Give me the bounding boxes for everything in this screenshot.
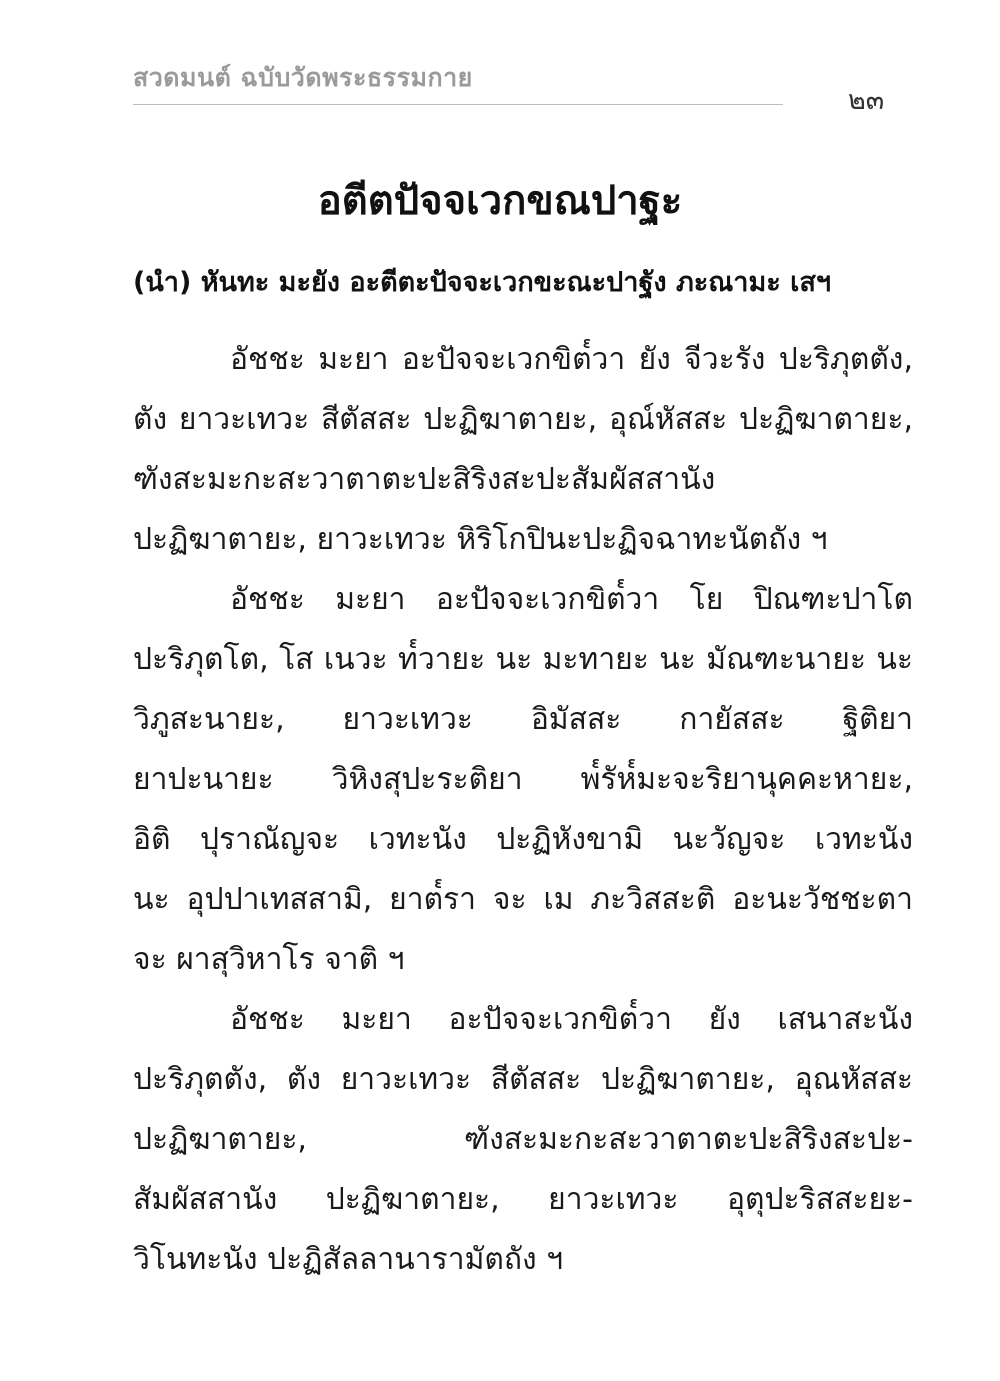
chant-body — [133, 330, 913, 1290]
chant-line: นะ อุปปาเทสสามิ, ยาต๎รา จะ เม ภะวิสสะติ อะนะวัชชะตา — [133, 882, 913, 917]
chant-title: อตีตปัจจเวกขณปาฐะ — [317, 178, 683, 224]
chant-line: อัชชะ มะยา อะปัจจะเวกขิต๎วา โย ปิณฑะปาโต — [230, 582, 913, 617]
running-header-title: สวดมนต์ ฉบับวัดพระธรรมกาย — [133, 63, 473, 92]
chant-line: ปะริภุตโต, โส เนวะ ท๎วายะ นะ มะทายะ นะ มัณฑะนายะ นะ — [133, 642, 913, 677]
chant-line: อัชชะ มะยา อะปัจจะเวกขิต๎วา ยัง จีวะรัง ปะริภุตตัง, — [230, 342, 913, 377]
chant-line: ตัง ยาวะเทวะ สีตัสสะ ปะฏิฆาตายะ, อุณ์หัสสะ ปะฏิฆาตายะ, — [133, 402, 913, 437]
chant-line: อิติ ปุราณัญจะ เวทะนัง ปะฏิหังขามิ นะวัญจะ เวทะนัง — [133, 822, 913, 857]
header-divider — [133, 104, 783, 105]
chant-line: ฑังสะมะกะสะวาตาตะปะสิริงสะปะสัมผัสสานัง — [133, 462, 716, 497]
chant-line: จะ ผาสุวิหาโร จาติ ฯ — [133, 942, 405, 977]
chant-line: ปะริภุตตัง, ตัง ยาวะเทวะ สีตัสสะ ปะฏิฆาตายะ, อุณหัสสะ — [133, 1062, 913, 1097]
chant-line: ปะฏิฆาตายะ, ยาวะเทวะ หิริโกปินะปะฏิจฉาทะนัตถัง ฯ — [133, 522, 828, 557]
page-number: ๒๓ — [848, 85, 885, 116]
chant-line: ยาปะนายะ วิหิงสุปะระติยา พ๎รัห๎มะจะริยานุคคะหายะ, — [133, 762, 913, 797]
chant-intro: (นำ) หันทะ มะยัง อะตีตะปัจจะเวกขะณะปาฐัง ภะณามะ เสฯ — [133, 267, 832, 298]
chant-line: อัชชะ มะยา อะปัจจะเวกขิต๎วา ยัง เสนาสะนัง — [230, 1002, 913, 1037]
chant-line: สัมผัสสานัง ปะฏิฆาตายะ, ยาวะเทวะ อุตุปะริสสะยะ- — [133, 1182, 913, 1217]
chant-line: ปะฏิฆาตายะ, ฑังสะมะกะสะวาตาตะปะสิริงสะปะ- — [133, 1122, 913, 1157]
chant-line: วิโนทะนัง ปะฏิสัลลานารามัตถัง ฯ — [133, 1242, 564, 1277]
chant-line: วิภูสะนายะ, ยาวะเทวะ อิมัสสะ กายัสสะ ฐิติยา — [133, 702, 913, 737]
